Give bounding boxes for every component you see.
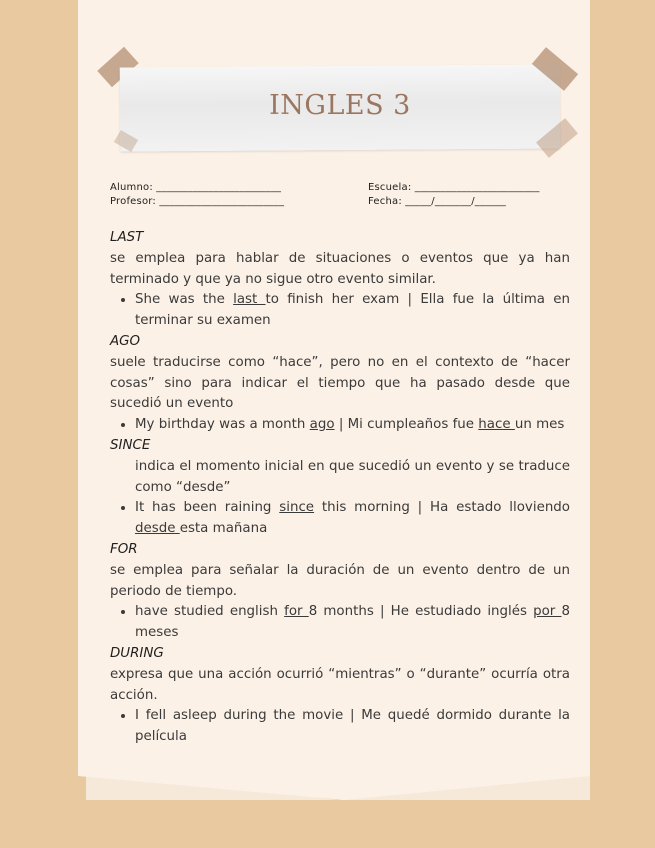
page-title: INGLES 3 [269,90,411,121]
example-list [110,706,570,748]
example-item: • have studied english for 8 months | He estudiado inglés por 8 meses [135,602,570,644]
lesson-content [110,228,570,748]
example-item: • It has been raining since this morning | Ha estado lloviendo desde esta mañana [135,498,570,540]
example-list [110,602,570,644]
example-item: • My birthday was a month ago | Mi cumpleaños fue hace un mes [135,415,570,436]
school-field: Escuela: ________________________ [368,182,540,193]
term-heading: SINCE [110,437,151,453]
student-field: Alumno: ________________________ [110,182,282,193]
example-list [110,290,570,332]
term-description: expresa que una acción ocurrió “mientras” o “durante” ocurría otra acción. [110,666,570,703]
example-item: • She was the last to finish her exam | Ella fue la última en terminar su examen [135,290,570,332]
term-heading: LAST [110,230,144,245]
term-heading: AGO [110,333,141,349]
example-item: • I fell asleep during the movie | Me quedé dormido durante la película [135,706,570,748]
term-description: se emplea para señalar la duración de un evento dentro de un periodo de tiempo. [110,562,570,599]
term-description: se emplea para hablar de situaciones o eventos que ya han terminado y que ya no sigue otro evento similar. [110,250,570,287]
teacher-field: Profesor: ________________________ [110,196,285,207]
term-heading: FOR [110,541,138,557]
term-description: suele traducirse como “hace”, pero no en el contexto de “hacer cosas” sino para indicar el tiempo que ha pasado desde que sucedió un evento [110,354,570,412]
term-description: indica el momento inicial en que sucedió un evento y se traduce como “desde” [135,458,570,495]
term-heading: DURING [110,645,164,661]
date-field: Fecha: _____/_______/______ [368,196,507,207]
example-list [110,415,570,436]
example-list [110,498,570,540]
